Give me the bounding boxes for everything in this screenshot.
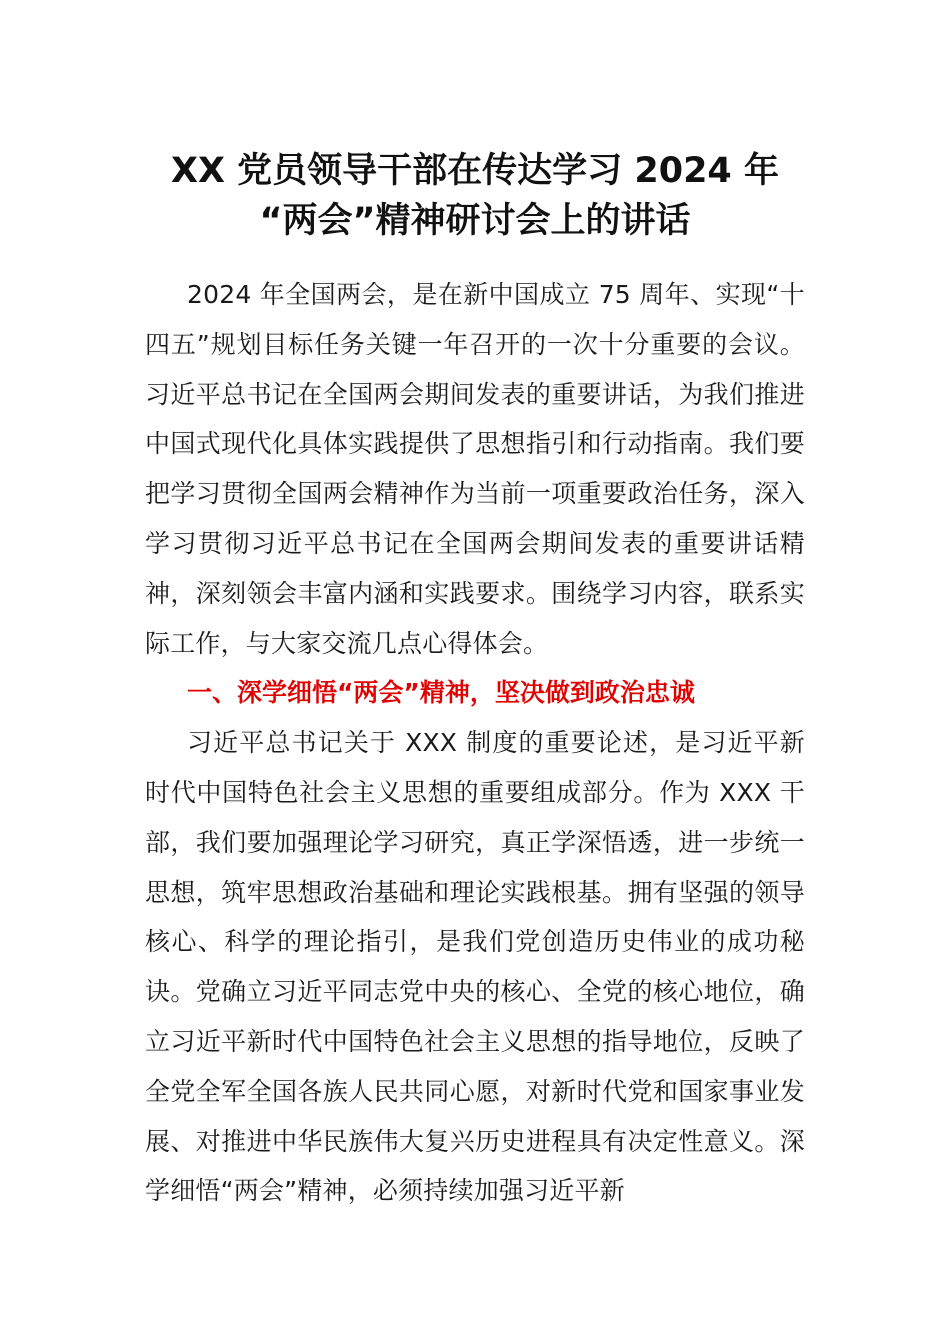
title-line-1: XX 党员领导干部在传达学习 2024 年 — [171, 151, 779, 191]
document-body — [145, 270, 805, 1216]
intro-paragraph: 2024 年全国两会，是在新中国成立 75 周年、实现“十四五”规划目标任务关键一年召开的一次十分重要的会议。习近平总书记在全国两会期间发表的重要讲话，为我们推进中国式现代化具体实践提供了思想指引和行动指南。我们要把学习贯彻全国两会精神作为当前一项重要政治任务，深入学习贯彻习近平总书记在全国两会期间发表的重要讲话精神，深刻领会丰富内涵和实践要求。围绕学习内容，联系实际工作，与大家交流几点心得体会。 — [145, 280, 805, 658]
section-heading: 一、深学细悟“两会”精神，坚决做到政治忠诚 — [187, 678, 695, 708]
section-paragraph: 习近平总书记关于 XXX 制度的重要论述，是习近平新时代中国特色社会主义思想的重要组成部分。作为 XXX 干部，我们要加强理论学习研究，真正学深悟透，进一步统一思想，筑牢思想政治基础和理论实践根基。拥有坚强的领导核心、科学的理论指引，是我们党创造历史伟业的成功秘诀。党确立习近平同志党中央的核心、全党的核心地位，确立习近平新时代中国特色社会主义思想的指导地位，反映了全党全军全国各族人民共同心愿，对新时代党和国家事业发展、对推进中华民族伟大复兴历史进程具有决定性意义。深学细悟“两会”精神，必须持续加强习近平新 — [145, 728, 805, 1206]
document-title — [130, 146, 820, 246]
title-line-2: “两会”精神研讨会上的讲话 — [259, 201, 691, 241]
